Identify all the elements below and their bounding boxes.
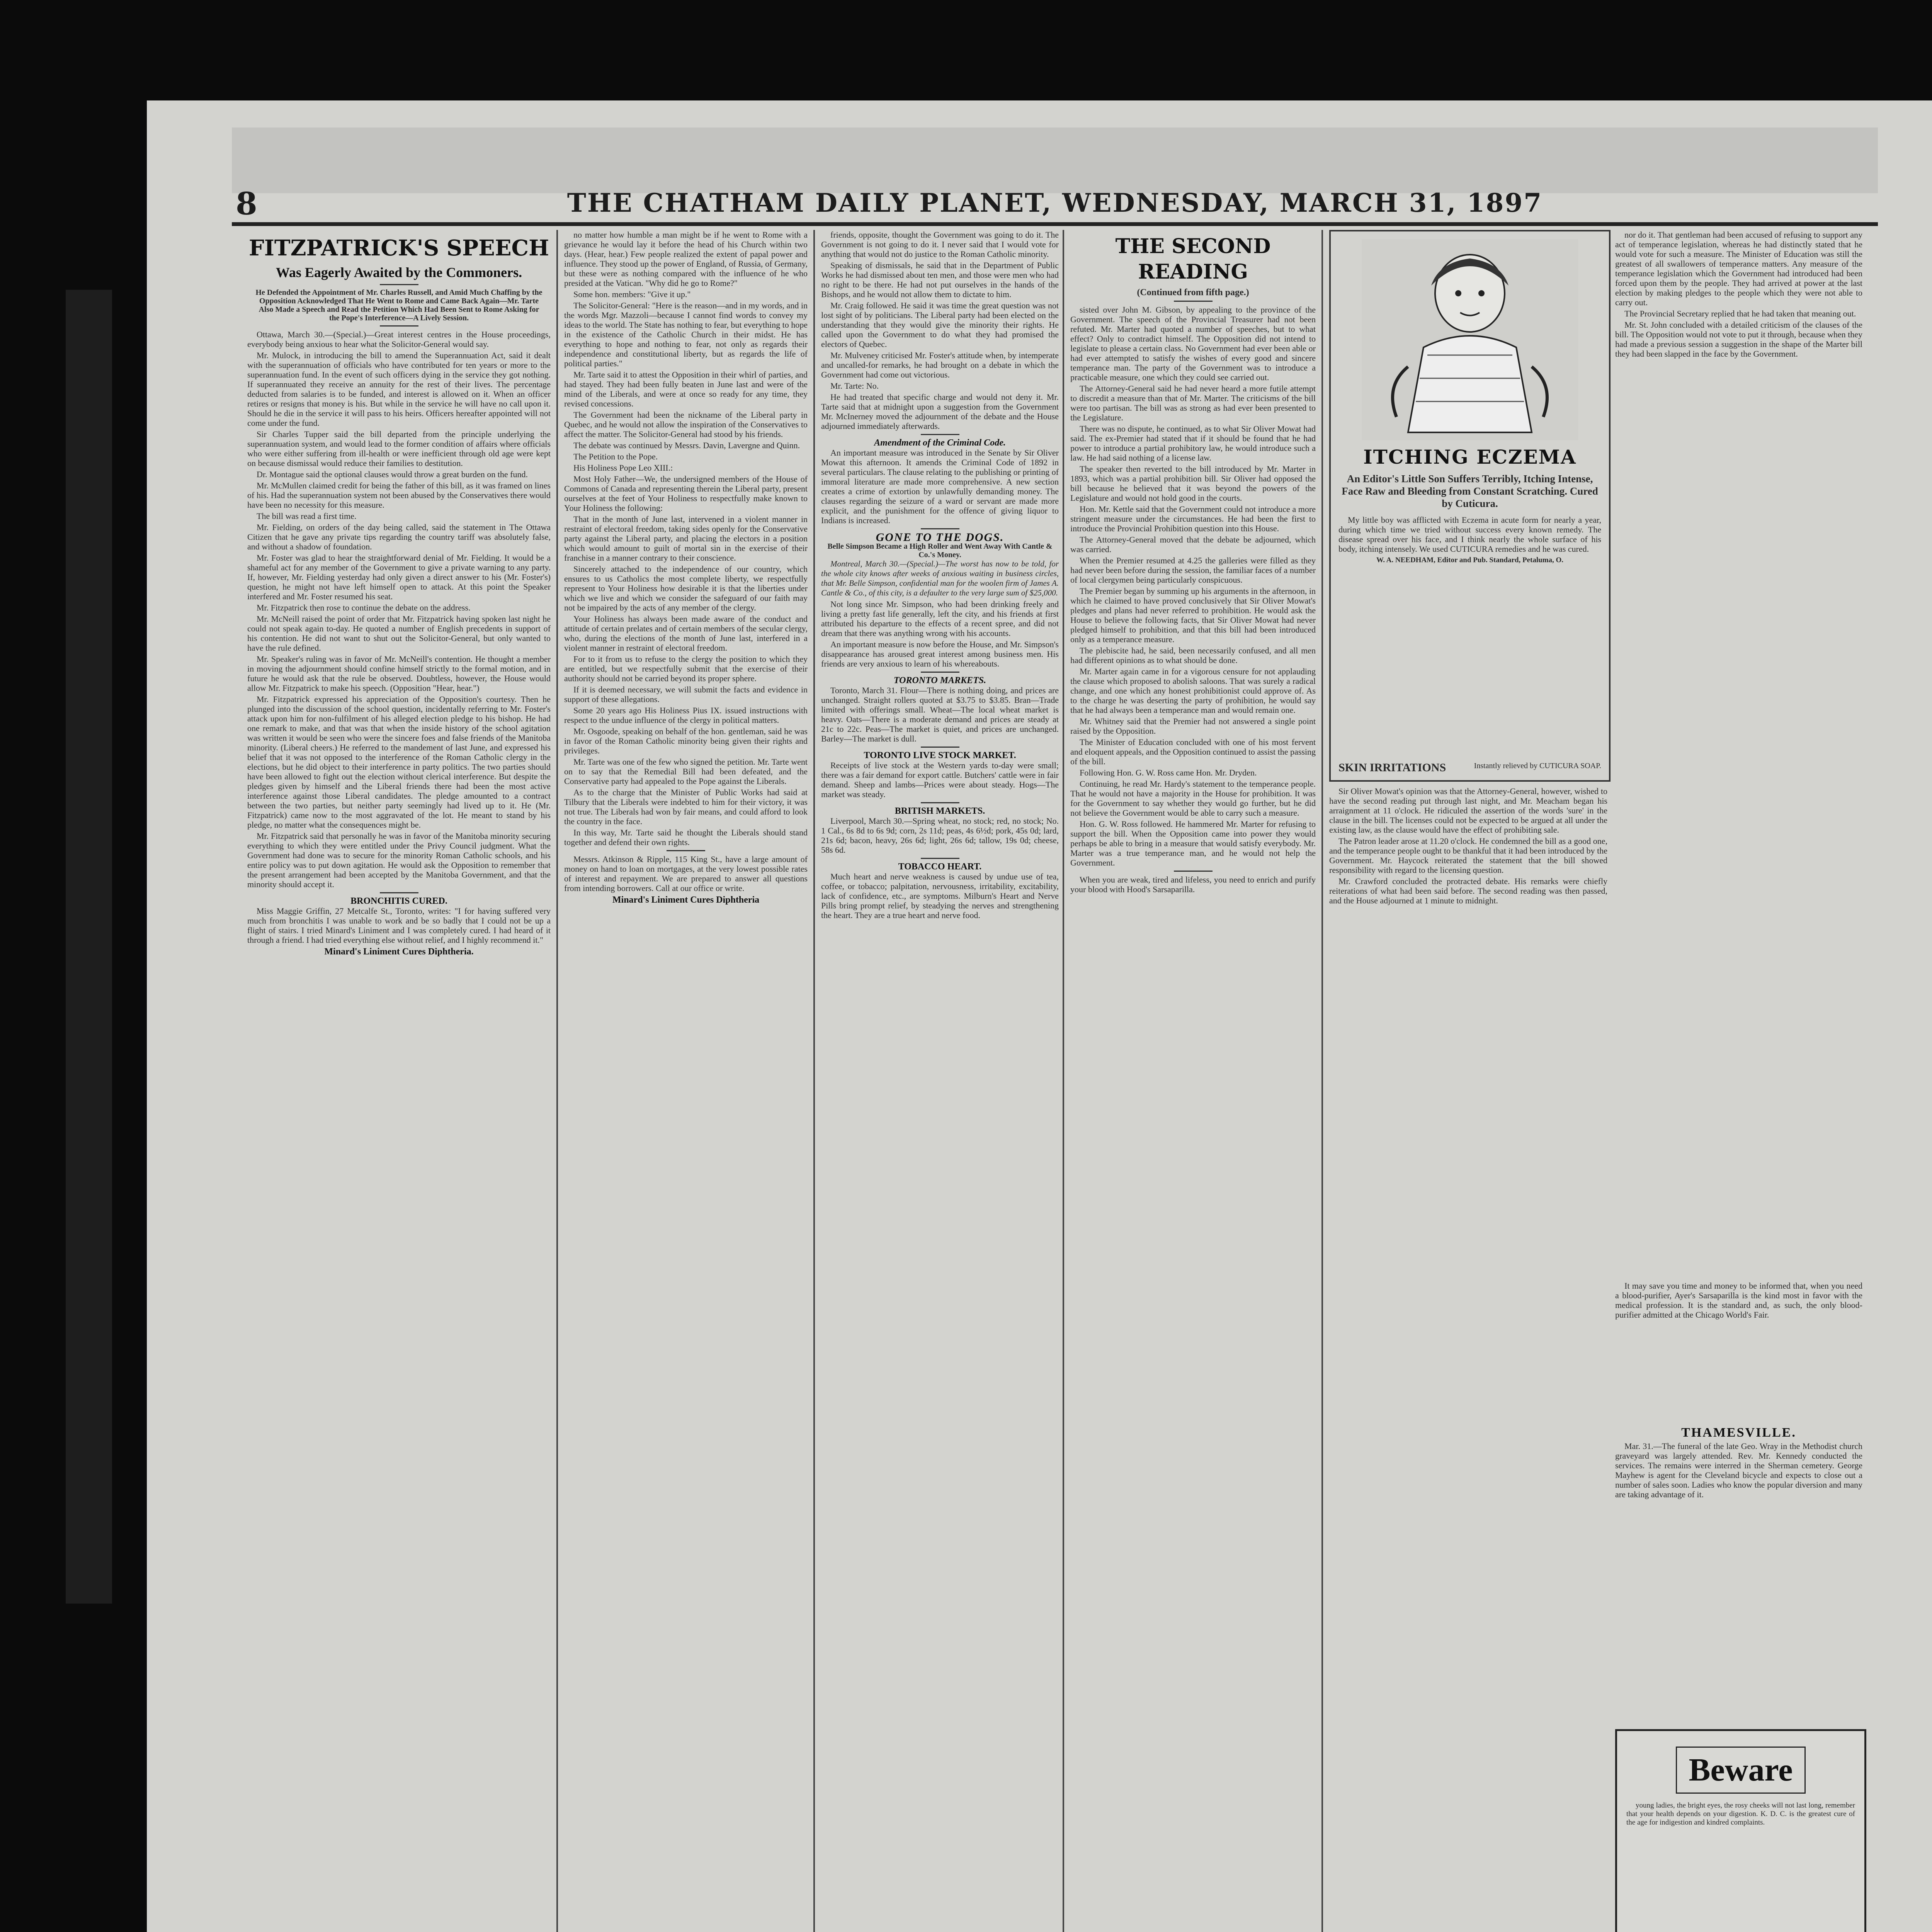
paragraph: Mr. McNeill raised the point of order that Mr. Fitzpatrick having spoken last night he could not speak again to-day. He quoted a number of English precedents in support of his contention. He did not want to shut out the Solicitor-General, but only wanted to have the rule defined. bbox=[247, 614, 551, 653]
paragraph: The Patron leader arose at 11.20 o'clock. He condemned the bill as a good one, and the temperance people ought to be thankful that it had been introduced by the Government. Mr. Haycock reiterated the statement that the bill showed responsibility with regard to the licensing question. bbox=[1329, 836, 1607, 875]
paragraph: Mr. Craig followed. He said it was time the great question was not lost sight of by politicians. The Liberal party had been elected on the understanding that they would give the minority their rights. He called upon the Government to do what they had promised the electors of Quebec. bbox=[821, 301, 1059, 349]
paragraph: Much heart and nerve weakness is caused by undue use of tea, coffee, or tobacco; palpitation, nervousness, irritability, excitability, lack of confidence, etc., are symptoms. Milburn's Heart and Nerve Pills bring prompt relief, by steadying the nerves and strengthening the heart. They are a true heart and nerve food. bbox=[821, 872, 1059, 920]
paragraph: friends, opposite, thought the Government was going to do it. The Government is not going to do it. I never said that I would vote for anything that would not do justice to the Roman Catholic minority. bbox=[821, 230, 1059, 259]
article-headline: GONE TO THE DOGS. bbox=[876, 531, 1004, 544]
paragraph: Mr. Fitzpatrick said that personally he was in favor of the Manitoba minority securing everything to which they were entitled under the Privy Council judgment. What the Government had done was to secure for the minority Roman Catholic schools, and his entire policy was to put down agitation. He would ask the Opposition to remember that the present arrangement had been accepted by the Manitoba Government, and that the minority should accept it. bbox=[247, 831, 551, 889]
column-5-text bbox=[1329, 786, 1607, 1269]
paragraph: Mr. Osgoode, speaking on behalf of the hon. gentleman, said he was in favor of the Roman Catholic minority being given their rights and privileges. bbox=[564, 726, 808, 755]
article-body bbox=[821, 230, 1059, 431]
paragraph: no matter how humble a man might be if he went to Rome with a grievance he would lay it before the head of his Church within two days. (Hear, hear.) Few people realized the extent of papal power and influence. They stood up the power of England, of Russia, of Germany, but these were as nothing compared with the influence of he who presided at the Vatican. "Why did he go to Rome?" bbox=[564, 230, 808, 288]
divider bbox=[921, 747, 959, 748]
divider bbox=[667, 850, 705, 851]
paragraph: Mr. Crawford concluded the protracted debate. His remarks were chiefly reiterations of what had been said before. The second reading was then passed, and the House adjourned at 1 minute to midnight. bbox=[1329, 876, 1607, 905]
article-headline: BRITISH MARKETS. bbox=[895, 806, 985, 816]
masthead-rule bbox=[232, 222, 1878, 226]
paragraph: Some 20 years ago His Holiness Pius IX. issued instructions with respect to the undue influence of the clergy in political matters. bbox=[564, 706, 808, 725]
paragraph: The speaker then reverted to the bill introduced by Mr. Marter in 1893, which was a partial prohibition bill. Sir Oliver had opposed the bill because he believed that it was beyond the powers of the Legislature and would not hold good in the courts. bbox=[1070, 464, 1316, 503]
paragraph: If it is deemed necessary, we will submit the facts and evidence in support of these allegations. bbox=[564, 685, 808, 704]
paragraph: The Minister of Education concluded with one of his most fervent and eloquent appeals, and the Opposition continued to assist the passing of the bill. bbox=[1070, 737, 1316, 766]
headline: THE SECOND READING bbox=[1115, 235, 1271, 284]
eczema-advertisement bbox=[1329, 230, 1611, 782]
article-body bbox=[1329, 786, 1607, 905]
paragraph: For to it from us to refuse to the clergy the position to which they are entitled, but we respectfully submit that the exercise of their authority should not be carried beyond its proper sphere. bbox=[564, 654, 808, 683]
ad-line: Minard's Liniment Cures Diphtheria. bbox=[324, 947, 474, 957]
divider bbox=[380, 284, 418, 285]
paragraph: That in the month of June last, intervened in a violent manner in restraint of electoral freedom, taking sides openly for the Conservative party against the Liberal party, and placing the electors in a position which would amount to guilt of mortal sin in the exercise of their franchise in a manner contrary to their conscience. bbox=[564, 514, 808, 563]
paragraph: Mr. Fitzpatrick expressed his appreciation of the Opposition's courtesy. Then he plunged into the discussion of the school question, incidentally referring to Mr. Foster's attack upon him for non-fulfilment of his alleged election pledge to his bishop. He had one remark to make, and that was that when the inside history of the school agitation was written it would be seen who were the sincere foes and false friends of the Manitoba minority. (Liberal cheers.) He referred to the mandement of last June, and expressed his belief that it was not opposed to the interference of the Roman Catholic clergy in the elections, but he did object to their interference in party politics. The two parties should have been allowed to fight out the election without clerical interference. But despite the pledges given by himself and the Liberal friends there had been the most active interference against those Liberal candidates. The pledge amounted to a contract between the two parties, but neither party seemingly had lived up to it. He (Mr. Fitzpatrick) came now to the most aggravated of the lot. He meant to stand by his pledge, no matter what the consequences might be. bbox=[247, 694, 551, 830]
paragraph: Mar. 31.—The funeral of the late Geo. Wray in the Methodist church graveyard was largely attended. Rev. Mr. Kennedy conducted the services. The remains were interred in the Sherman cemetery. George Mayhew is agent for the Cleveland bicycle and expects to close out a number of sales soon. Ladies who know the popular diversion and many are taking advantage of it. bbox=[1615, 1441, 1862, 1499]
article-headline: TORONTO LIVE STOCK MARKET. bbox=[864, 750, 1016, 760]
ad-footer: SKIN IRRITATIONS bbox=[1338, 761, 1446, 774]
ad-footer-note: Instantly relieved by CUTICURA SOAP. bbox=[1474, 762, 1601, 770]
divider bbox=[1174, 871, 1213, 872]
paragraph: Sincerely attached to the independence of our country, which ensures to us Catholics the most complete liberty, we respectfully represent to Your Holiness how desirable it is that the liberties under which we live and which we consider the safeguard of our faith may not be impaired by the acts of any member of the clergy. bbox=[564, 564, 808, 612]
article-body bbox=[564, 230, 808, 847]
masthead bbox=[232, 185, 1878, 220]
paragraph: Not long since Mr. Simpson, who had been drinking freely and living a pretty fast life generally, left the city, and his friends at first attributed his departure to the effects of a recent spree, and did not dream that there was anything wrong with his accounts. bbox=[821, 599, 1059, 638]
divider bbox=[921, 434, 959, 435]
advertisement: Messrs. Atkinson & Ripple, 115 King St., have a large amount of money on hand to loan on mortgages, at the very lowest possible rates of interest and repayment. We are prepared to answer all questions from intending borrowers. Call at our office or write. bbox=[564, 854, 808, 893]
ad-deck: An Editor's Little Son Suffers Terribly, Itching Intense, Face Raw and Bleeding from Constant Scratching. Cured by Cuticura. bbox=[1342, 473, 1598, 509]
article-deck: He Defended the Appointment of Mr. Charles Russell, and Amid Much Chaffing by the Opposition Acknowledged That He Went to Rome and Came Back Again—Mr. Tarte Also Made a Speech and Read the Petition Which Had Been Sent to Rome Asking for the Pope's Interference—A Lively Session. bbox=[255, 288, 543, 322]
paragraph: Mr. Fielding, on orders of the day being called, said the statement in The Ottawa Citizen that he gave any private tips regarding the country tariff was absolutely false, and without a shadow of foundation. bbox=[247, 522, 551, 551]
paragraph: The Attorney-General said he had never heard a more futile attempt to discredit a measure than that of Mr. Marter. The criticisms of the bill were too partisan. The bill was as strong as had ever been presented to the Legislature. bbox=[1070, 384, 1316, 422]
paragraph: His Holiness Pope Leo XIII.: bbox=[573, 463, 673, 473]
paragraph: Dr. Montague said the optional clauses would throw a great burden on the fund. bbox=[257, 469, 528, 479]
paragraph: Mr. Tarte was one of the few who signed the petition. Mr. Tarte went on to say that the Remedial Bill had been defeated, and the Conservative party had appealed to the Pope against the Liberals. bbox=[564, 757, 808, 786]
paragraph: The Solicitor-General: "Here is the reason—and in my words, and in the words Mgr. Mazzoli—because I cannot find words to convey my ideas to the world. The State has nothing to fear, but everything to hope in the existence of the Catholic Church in their midst. He has everything to hope and nothing to fear, not only as regards their independence and constitutional liberty, but as regards the life of political parties." bbox=[564, 301, 808, 368]
thamesville-news bbox=[1615, 1425, 1862, 1501]
divider bbox=[921, 802, 959, 803]
paragraph: In this way, Mr. Tarte said he thought the Liberals should stand together and defend their own rights. bbox=[564, 828, 808, 847]
ayer-notice bbox=[1615, 1281, 1862, 1321]
ad-title-frame bbox=[1676, 1747, 1806, 1794]
page-curl-shadow bbox=[66, 290, 112, 1604]
column-3 bbox=[821, 230, 1059, 1932]
paragraph: He had treated that specific charge and would not deny it. Mr. Tarte said that at midnight upon a suggestion from the Government Mr. McInerney moved the adjournment of the debate and the House adjourned immediately afterwards. bbox=[821, 392, 1059, 431]
column-rule bbox=[556, 230, 558, 1932]
ad-body: My little boy was afflicted with Eczema in acute form for nearly a year, during which time we tried without success every known remedy. The disease spread over his face, and I think nearly the whole surface of his body, itching intensely. We used CUTICURA remedies and he was cured. bbox=[1338, 515, 1601, 554]
paragraph: Mr. St. John concluded with a detailed criticism of the clauses of the bill. The Opposition would not vote to put it through, because when they had made a previous session a suggestion in the shape of the Marter bill they had been slapped in the face by the Government. bbox=[1615, 320, 1862, 359]
ad-headline: Beware bbox=[1689, 1752, 1793, 1788]
beware-advertisement bbox=[1615, 1729, 1866, 1932]
article-headline: THAMESVILLE. bbox=[1681, 1425, 1796, 1440]
paragraph: Your Holiness has always been made aware of the conduct and attitude of certain prelates and of certain members of the secular clergy, who, during the elections of the month of June last, interfered in a violent manner in restraint of electoral freedom. bbox=[564, 614, 808, 653]
headline: FITZPATRICK'S SPEECH bbox=[248, 235, 549, 261]
column-5 bbox=[1329, 230, 1870, 1932]
newspaper-title: THE CHATHAM DAILY PLANET, WEDNESDAY, MARCH 31, 1897 bbox=[567, 188, 1543, 218]
divider bbox=[921, 528, 959, 529]
paragraph: The Provincial Secretary replied that he had taken that meaning out. bbox=[1624, 309, 1856, 318]
child-portrait-illustration bbox=[1362, 239, 1578, 440]
paragraph: Ottawa, March 30.—(Special.)—Great interest centres in the House proceedings, everybody being anxious to hear what the Solicitor-General would say. bbox=[247, 330, 551, 349]
article-headline: TOBACCO HEART. bbox=[898, 862, 982, 872]
article-headline: TORONTO MARKETS. bbox=[893, 675, 986, 685]
paragraph: Mr. Marter again came in for a vigorous censure for not applauding the clause which proposed to abolish saloons. That was surely a radical change, and one which any honest prohibitionist could approve of. As to the charge he was deserting the party of prohibition, he would say that he had always been a temperance man and would remain one. bbox=[1070, 667, 1316, 715]
article-body bbox=[247, 330, 551, 889]
article-deck: Belle Simpson Became a High Roller and Went Away With Cantle & Co.'s Money. bbox=[827, 542, 1053, 559]
ad-signature: W. A. NEEDHAM, Editor and Pub. Standard, Petaluma, O. bbox=[1376, 556, 1564, 564]
article-body bbox=[821, 599, 1059, 668]
paragraph: When the Premier resumed at 4.25 the galleries were filled as they had never been before during the session, the familiar faces of a number of local clergymen being particularly conspicuous. bbox=[1070, 556, 1316, 585]
paragraph: The Attorney-General moved that the debate be adjourned, which was carried. bbox=[1070, 535, 1316, 554]
paragraph: The Government had been the nickname of the Liberal party in Quebec, and he would not allow the inspiration of the Conservatives to affect the matter. The Solicitor-General had stood by his friends. bbox=[564, 410, 808, 439]
divider bbox=[921, 672, 959, 673]
paragraph: Sir Oliver Mowat's opinion was that the Attorney-General, however, wished to have the second reading put through last night, and Mr. Meacham began his arraignment at 11 o'clock. He ridiculed the assertion of the words 'sure' in the clause in the bill. The licenses could not be expected to be argued at all under the existing law, as the clause would have the effect of prohibiting sale. bbox=[1329, 786, 1607, 835]
paragraph: Sir Charles Tupper said the bill departed from the principle underlying the superannuation system, and would lead to the former condition of affairs where officials who were either suffering from ill-health or were inefficient through old age were kept on because dismissal would reduce their families to destitution. bbox=[247, 429, 551, 468]
page-number: 8 bbox=[236, 185, 259, 222]
paragraph: The plebiscite had, he said, been necessarily confused, and all men had different opinions as to what should be done. bbox=[1070, 646, 1316, 665]
paragraph: Mr. Fitzpatrick then rose to continue the debate on the address. bbox=[257, 603, 471, 612]
article-body bbox=[821, 448, 1059, 525]
paragraph: There was no dispute, he continued, as to what Sir Oliver Mowat had said. The ex-Premier had stated that if it should be found that he had power to introduce a partial prohibitory law, he would introduce such a law. He had said nothing of a license law. bbox=[1070, 424, 1316, 463]
paragraph: Mr. Whitney said that the Premier had not answered a single point raised by the Opposition. bbox=[1070, 716, 1316, 736]
paragraph: It may save you time and money to be informed that, when you need a blood-purifier, Ayer's Sarsaparilla is the kind most in favor with the medical profession. It is the standard and, as such, the only blood-purifier admitted at the Chicago World's Fair. bbox=[1615, 1281, 1862, 1320]
continued-note: (Continued from fifth page.) bbox=[1137, 287, 1249, 298]
divider bbox=[1174, 301, 1213, 302]
paragraph: Receipts of live stock at the Western yards to-day were small; there was a fair demand for export cattle. Butchers' cattle were in fair demand. Sheep and lambs—Prices were about steady. Hogs—The market was steady. bbox=[821, 760, 1059, 799]
paragraph: Continuing, he read Mr. Hardy's statement to the temperance people. That he would not have a majority in the House for prohibition. It was for the Government to say whether they would go further, but he did not believe the Government would be able to carry such a measure. bbox=[1070, 779, 1316, 818]
subhead: Was Eagerly Awaited by the Commoners. bbox=[276, 265, 522, 280]
column-rule bbox=[1063, 230, 1064, 1932]
divider bbox=[921, 858, 959, 859]
article-headline: Amendment of the Criminal Code. bbox=[874, 438, 1006, 448]
paragraph: nor do it. That gentleman had been accused of refusing to support any act of temperance legislation, whereas he had distinctly stated that he would vote for such a measure. The Minister of Education was still the greatest of all swallowers of temperance matters. Any measure of the temperance legislation which the Government had introduced had been forced upon them by the people. They had arrived at power at the last election by making pledges to the people which they were not able to carry out. bbox=[1615, 230, 1862, 307]
advertisement: When you are weak, tired and lifeless, you need to enrich and purify your blood with Hood's Sarsaparilla. bbox=[1070, 875, 1316, 894]
column-4 bbox=[1070, 230, 1316, 1932]
paragraph: As to the charge that the Minister of Public Works had said at Tilbury that the Liberals were indebted to him for their victory, it was not true. The Liberals had won by fair means, and could afford to look the country in the face. bbox=[564, 787, 808, 826]
paragraph: Mr. Foster was glad to hear the straightforward denial of Mr. Fielding. It would be a shameful act for any member of the Government to give a private warning to any party. If, however, Mr. Fielding yesterday had only given a direct answer to his (Mr. Foster's) question, he might not have left himself open to attack. At this point the Speaker interfered and Mr. Foster resumed his seat. bbox=[247, 553, 551, 601]
paragraph: Speaking of dismissals, he said that in the Department of Public Works he had dismissed about ten men, and those were men who had no right to be there. He had not put ourselves in the hands of the Bishops, and he would not allow them to dictate to him. bbox=[821, 260, 1059, 299]
paragraph: Some hon. members: "Give it up." bbox=[573, 289, 691, 299]
paragraph: Most Holy Father—We, the undersigned members of the House of Commons of Canada and representing therein the Liberal party, present ourselves at the feet of Your Holiness to respectfully make known to Your Holiness the following: bbox=[564, 474, 808, 513]
column-6 bbox=[1615, 230, 1862, 1273]
paragraph: An important measure is now before the House, and Mr. Simpson's disappearance has aroused great interest among business men. His friends are very anxious to learn of his whereabouts. bbox=[821, 639, 1059, 668]
paragraph: sisted over John M. Gibson, by appealing to the province of the Government. The speech of the Provincial Treasurer had not been refuted. Mr. Marter had quoted a number of speeches, but to what effect? Only to contradict himself. The Opposition did not intend to legislate to please a certain class. No Government had ever been able or had ever attempted to satisfy the wishes of every good and sincere temperance man. The party of the Government was to introduce a practicable measure, one which they could see carried out. bbox=[1070, 305, 1316, 382]
paragraph: Hon. G. W. Ross followed. He hammered Mr. Marter for refusing to support the bill. When the Opposition came into power they would perhaps be able to bring in a measure that would satisfy everybody. Mr. Marter was a true temperance man, and he would not help the Government. bbox=[1070, 819, 1316, 867]
paragraph: Mr. Mulock, in introducing the bill to amend the Superannuation Act, said it dealt with the superannuation of officials who have contributed for ten years or more to the superannuation fund. In the event of such officers dying in the service they got nothing. If superannuated they receive an annuity for the rest of their lives. The percentage deducted from salaries is to be funded, and interest is allowed on it. When an officer retires or resigns that money is his. But while in the service he will have no call upon it. Should he die in the service it will pass to his heirs. Officers hereafter appointed will not come under the fund. bbox=[247, 350, 551, 428]
column-rule bbox=[1321, 230, 1323, 1932]
paragraph: Following Hon. G. W. Ross came Hon. Mr. Dryden. bbox=[1080, 768, 1257, 777]
binding-strip bbox=[232, 128, 1878, 193]
paragraph: The Premier began by summing up his arguments in the afternoon, in which he claimed to have proved conclusively that Sir Oliver Mowat's pledges and plans had never referred to prohibition. He would ask the House to believe the following facts, that Sir Oliver Mowat had never pledged himself to prohibition, and that this bill had been introduced only as a temperance measure. bbox=[1070, 586, 1316, 644]
paragraph: Mr. Mulveney criticised Mr. Foster's attitude when, by intemperate and uncalled-for remarks, he had brought on a debate in which the Government had come out victorious. bbox=[821, 350, 1059, 379]
paragraph: The bill was read a first time. bbox=[257, 511, 357, 521]
paragraph: An important measure was introduced in the Senate by Sir Oliver Mowat this afternoon. It amends the Criminal Code of 1892 in several particulars. The clause relating to the publishing or printing of immoral literature are made more comprehensive. A new section creates a crime of extortion by unlawfully demanding money. The clauses regarding the seizure of a ward or servant are made more explicit, and the punishment for the offence of giving liquor to Indians is increased. bbox=[821, 448, 1059, 525]
column-rule bbox=[813, 230, 815, 1932]
paragraph: The Petition to the Pope. bbox=[573, 452, 658, 461]
paragraph: Miss Maggie Griffin, 27 Metcalfe St., Toronto, writes: "I for having suffered very much from bronchitis I was unable to work and be so badly that I could not be up a flight of stairs. I tried Minard's Liniment and I was completely cured. I had heard of it through a friend. I had tried everything else without relief, and I highly recommend it." bbox=[247, 906, 551, 945]
paragraph: The debate was continued by Messrs. Davin, Lavergne and Quinn. bbox=[573, 440, 800, 450]
paragraph: Mr. Tarte: No. bbox=[830, 381, 879, 391]
paragraph: Hon. Mr. Kettle said that the Government could not introduce a more stringent measure under the circumstances. He had been the first to introduce the Provincial Prohibition question into this House. bbox=[1070, 504, 1316, 533]
ad-body: young ladies, the bright eyes, the rosy cheeks will not last long, remember that your health depends on your digestion. K. D. C. is the greatest cure of the age for indigestion and kindred complaints. bbox=[1626, 1801, 1855, 1827]
column-1 bbox=[247, 230, 551, 1932]
divider bbox=[380, 325, 418, 327]
paragraph: Mr. Speaker's ruling was in favor of Mr. McNeill's contention. He thought a member in moving the adjournment should confine himself strictly to the formal motion, and in future he would ask that the rule be observed. Doubtless, however, the House would allow Mr. Fitzpatrick to make his speech. (Opposition "Hear, hear.") bbox=[247, 654, 551, 693]
paragraph: Toronto, March 31. Flour—There is nothing doing, and prices are unchanged. Straight rollers quoted at $3.75 to $3.85. Bran—Trade limited with offerings small. Wheat—The local wheat market is heavy. Oats—There is a moderate demand and prices are steady at 21c to 22c. Peas—The market is quiet, and prices are unchanged. Barley—The market is dull. bbox=[821, 685, 1059, 743]
divider bbox=[380, 892, 418, 893]
column-2 bbox=[564, 230, 808, 1932]
ad-line: Minard's Liniment Cures Diphtheria bbox=[612, 895, 760, 905]
article-body bbox=[1615, 230, 1862, 359]
paragraph: Liverpool, March 30.—Spring wheat, no stock; red, no stock; No. 1 Cal., 6s 8d to 6s 9d; corn, 2s 11d; peas, 4s 6½d; pork, 45s 0d; lard, 21s 6d; bacon, heavy, 26s 6d; light, 26s 6d; tallow, 19s 0d; cheese, 58s 6d. bbox=[821, 816, 1059, 855]
paragraph: Mr. McMullen claimed credit for being the father of this bill, as it was framed on lines of his. Had the superannuation system not been abused by the Conservatives there would have been no necessity for this measure. bbox=[247, 481, 551, 510]
paragraph: Mr. Tarte said it to attest the Opposition in their whirl of parties, and had stayed. They had been fully beaten in June last and were of the mind of the Liberals, and were at once so ready for any time, they revised concessions. bbox=[564, 370, 808, 408]
article-body bbox=[1070, 305, 1316, 867]
dateline: Montreal, March 30.—(Special.)—The worst has now to be told, for the whole city knows after weeks of anxious waiting in business circles, that Mr. Belle Simpson, confidential man for the woolen firm of James A. Cantle & Co., of this city, is a defaulter to the very large sum of $25,000. bbox=[821, 559, 1059, 597]
article-headline: BRONCHITIS CURED. bbox=[350, 896, 447, 906]
ad-headline: ITCHING ECZEMA bbox=[1363, 446, 1577, 468]
